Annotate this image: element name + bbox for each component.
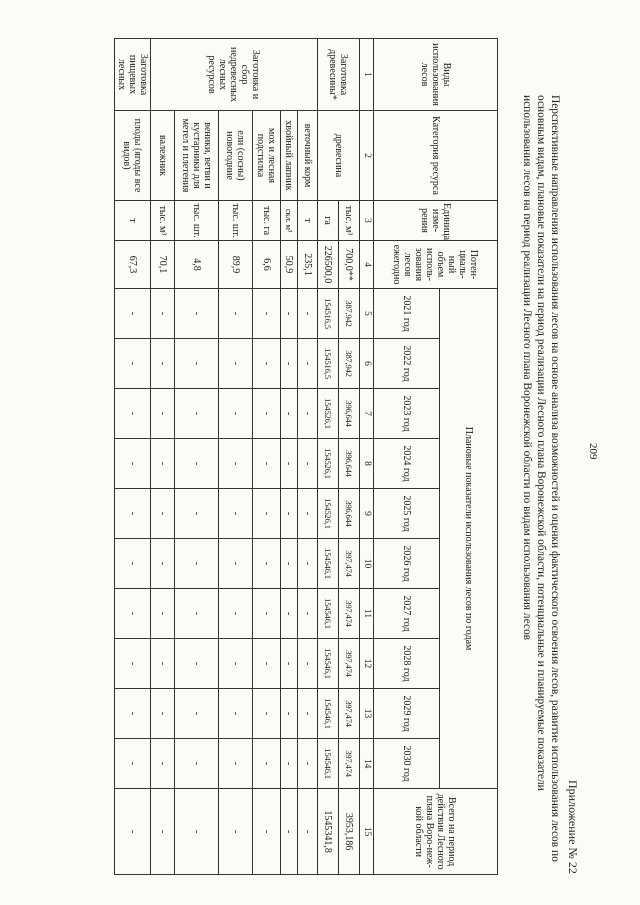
resource-cell: древесина	[318, 111, 360, 201]
dash-cell: -	[219, 689, 253, 739]
col-number: 10	[360, 539, 374, 589]
unit-cell: тыс. м³	[151, 201, 175, 241]
unit-cell: тыс. шт.	[219, 201, 253, 241]
dash-cell: -	[281, 639, 298, 689]
dash-cell: -	[115, 639, 151, 689]
dash-cell: -	[115, 789, 151, 875]
dash-cell: -	[175, 389, 219, 439]
table-row	[253, 39, 281, 875]
page-number: 209	[587, 443, 599, 460]
col-number: 7	[360, 389, 374, 439]
total-cell: 3953,186	[339, 789, 360, 875]
unit-cell: тыс. га	[253, 201, 281, 241]
potential-cell: 700,0**	[339, 241, 360, 289]
dash-cell: -	[219, 539, 253, 589]
dash-cell: -	[115, 289, 151, 339]
dash-cell: -	[281, 339, 298, 389]
dash-cell: -	[219, 589, 253, 639]
dash-cell: -	[298, 339, 318, 389]
value-cell: 154546,1	[318, 739, 339, 789]
potential-cell: 6,6	[253, 241, 281, 289]
value-cell: 154526,1	[318, 389, 339, 439]
resource-cell: хвойный лапник	[281, 111, 298, 201]
dash-cell: -	[253, 389, 281, 439]
dash-cell: -	[281, 589, 298, 639]
dash-cell: -	[175, 739, 219, 789]
resource-cell: плоды (ягоды все видов)	[115, 111, 151, 201]
col-number: 8	[360, 439, 374, 489]
value-cell: 154516,5	[318, 339, 339, 389]
table-row	[115, 39, 151, 875]
potential-cell: 235,1	[298, 241, 318, 289]
header-year: 2030 год	[374, 739, 440, 789]
value-cell: 396,644	[339, 439, 360, 489]
dash-cell: -	[175, 439, 219, 489]
header-unit: Единица изме-рения	[374, 201, 498, 241]
dash-cell: -	[115, 339, 151, 389]
header-year: 2022 год	[374, 339, 440, 389]
dash-cell: -	[175, 539, 219, 589]
table-row	[298, 39, 318, 875]
dash-cell: -	[253, 339, 281, 389]
resource-cell: веники, ветви и кустарники для метел и плетения	[175, 111, 219, 201]
dash-cell: -	[298, 689, 318, 739]
col-number: 13	[360, 689, 374, 739]
col-number: 3	[360, 201, 374, 241]
dash-cell: -	[219, 339, 253, 389]
forest-use-table	[114, 38, 498, 875]
dash-cell: -	[151, 289, 175, 339]
col-number: 5	[360, 289, 374, 339]
dash-cell: -	[281, 289, 298, 339]
table-row	[151, 39, 175, 875]
dash-cell: -	[175, 689, 219, 739]
value-cell: 154546,1	[318, 589, 339, 639]
dash-cell: -	[115, 489, 151, 539]
table-row	[281, 39, 298, 875]
value-cell: 154526,1	[318, 439, 339, 489]
group-wood: Заготовка древесины*	[318, 39, 360, 111]
dash-cell: -	[298, 539, 318, 589]
dash-cell: -	[115, 589, 151, 639]
dash-cell: -	[151, 789, 175, 875]
value-cell: 154546,1	[318, 689, 339, 739]
header-year: 2023 год	[374, 389, 440, 439]
potential-cell: 70,1	[151, 241, 175, 289]
value-cell: 397,474	[339, 539, 360, 589]
potential-cell: 4,8	[175, 241, 219, 289]
table-row	[339, 39, 360, 875]
dash-cell: -	[175, 289, 219, 339]
value-cell: 387,942	[339, 289, 360, 339]
group-food: Заготовка пищевых лесных	[115, 39, 151, 111]
resource-cell: мох и лесная подстилка	[253, 111, 281, 201]
dash-cell: -	[115, 389, 151, 439]
value-cell: 154526,1	[318, 489, 339, 539]
dash-cell: -	[175, 489, 219, 539]
group-nonwood: Заготовка и сбор недревесных лесных ресурсов	[151, 39, 318, 111]
dash-cell: -	[253, 639, 281, 689]
dash-cell: -	[151, 339, 175, 389]
col-number: 11	[360, 589, 374, 639]
dash-cell: -	[253, 489, 281, 539]
table-row	[219, 39, 253, 875]
col-number: 9	[360, 489, 374, 539]
dash-cell: -	[253, 539, 281, 589]
value-cell: 397,474	[339, 639, 360, 689]
potential-cell: 67,3	[115, 241, 151, 289]
dash-cell: -	[298, 589, 318, 639]
dash-cell: -	[115, 439, 151, 489]
unit-cell: т	[298, 201, 318, 241]
col-number: 1	[360, 39, 374, 111]
dash-cell: -	[115, 739, 151, 789]
potential-cell: 226500,0	[318, 241, 339, 289]
dash-cell: -	[281, 789, 298, 875]
header-resource: Категория ресурса	[374, 111, 498, 201]
dash-cell: -	[253, 589, 281, 639]
dash-cell: -	[151, 489, 175, 539]
value-cell: 397,474	[339, 589, 360, 639]
dash-cell: -	[151, 439, 175, 489]
header-year: 2026 год	[374, 539, 440, 589]
total-cell: 1545341,8	[318, 789, 339, 875]
col-number: 12	[360, 639, 374, 689]
dash-cell: -	[298, 489, 318, 539]
dash-cell: -	[151, 539, 175, 589]
dash-cell: -	[175, 639, 219, 689]
dash-cell: -	[219, 639, 253, 689]
potential-cell: 50,9	[281, 241, 298, 289]
dash-cell: -	[115, 539, 151, 589]
dash-cell: -	[298, 789, 318, 875]
col-number: 15	[360, 789, 374, 875]
dash-cell: -	[219, 289, 253, 339]
dash-cell: -	[253, 789, 281, 875]
dash-cell: -	[175, 589, 219, 639]
unit-cell: тыс. шт.	[175, 201, 219, 241]
header-potential: Потен-циаль-ный объем исполь-зования лесов ежегодно	[374, 241, 498, 289]
dash-cell: -	[219, 389, 253, 439]
dash-cell: -	[298, 739, 318, 789]
header-year: 2027 год	[374, 589, 440, 639]
value-cell: 387,942	[339, 339, 360, 389]
header-year: 2021 год	[374, 289, 440, 339]
resource-cell: веточный корм	[298, 111, 318, 201]
value-cell: 154546,1	[318, 539, 339, 589]
header-year: 2025 год	[374, 489, 440, 539]
dash-cell: -	[151, 389, 175, 439]
header-use-type: Виды использования лесов	[374, 39, 498, 111]
value-cell: 397,474	[339, 739, 360, 789]
dash-cell: -	[253, 289, 281, 339]
dash-cell: -	[151, 739, 175, 789]
resource-cell: ели (сосны) новогодние	[219, 111, 253, 201]
dash-cell: -	[298, 439, 318, 489]
dash-cell: -	[219, 439, 253, 489]
dash-cell: -	[253, 689, 281, 739]
header-year: 2028 год	[374, 639, 440, 689]
value-cell: 396,644	[339, 389, 360, 439]
dash-cell: -	[219, 489, 253, 539]
header-planned: Плановые показатели использования лесов по годам	[440, 289, 498, 789]
unit-cell: т	[115, 201, 151, 241]
col-number: 14	[360, 739, 374, 789]
col-number: 6	[360, 339, 374, 389]
header-total: Всего на период действия Лесного плана Воро-неж-кой области	[374, 789, 498, 875]
dash-cell: -	[253, 739, 281, 789]
dash-cell: -	[175, 339, 219, 389]
table-row	[175, 39, 219, 875]
dash-cell: -	[298, 639, 318, 689]
unit-cell: га	[318, 201, 339, 241]
dash-cell: -	[219, 739, 253, 789]
dash-cell: -	[151, 689, 175, 739]
dash-cell: -	[281, 689, 298, 739]
dash-cell: -	[298, 289, 318, 339]
col-number: 2	[360, 111, 374, 201]
value-cell: 154546,1	[318, 639, 339, 689]
header-year: 2029 год	[374, 689, 440, 739]
dash-cell: -	[175, 789, 219, 875]
dash-cell: -	[298, 389, 318, 439]
resource-cell: валежник	[151, 111, 175, 201]
value-cell: 397,474	[339, 689, 360, 739]
appendix-label: Приложение № 22	[566, 780, 580, 874]
dash-cell: -	[281, 539, 298, 589]
col-number: 4	[360, 241, 374, 289]
dash-cell: -	[281, 389, 298, 439]
value-cell: 154516,5	[318, 289, 339, 339]
dash-cell: -	[115, 689, 151, 739]
document-title: Перспективные направления использования лесов на основе анализа возможностей и оценки фактического освоения лесов, развитие использования лесов по основным видам, плановые показатели на период реализации Лесного плана Воронежской области, потенциальные и планируемые показатели использования лесов на период реализации Лесного плана Воронежской области по видам использования лесов	[521, 95, 561, 862]
dash-cell: -	[219, 789, 253, 875]
dash-cell: -	[281, 739, 298, 789]
dash-cell: -	[281, 489, 298, 539]
potential-cell: 89,9	[219, 241, 253, 289]
unit-cell: тыс. м³	[339, 201, 360, 241]
value-cell: 396,644	[339, 489, 360, 539]
header-year: 2024 год	[374, 439, 440, 489]
unit-cell: скл. м³	[281, 201, 298, 241]
dash-cell: -	[253, 439, 281, 489]
dash-cell: -	[151, 589, 175, 639]
dash-cell: -	[281, 439, 298, 489]
dash-cell: -	[151, 639, 175, 689]
